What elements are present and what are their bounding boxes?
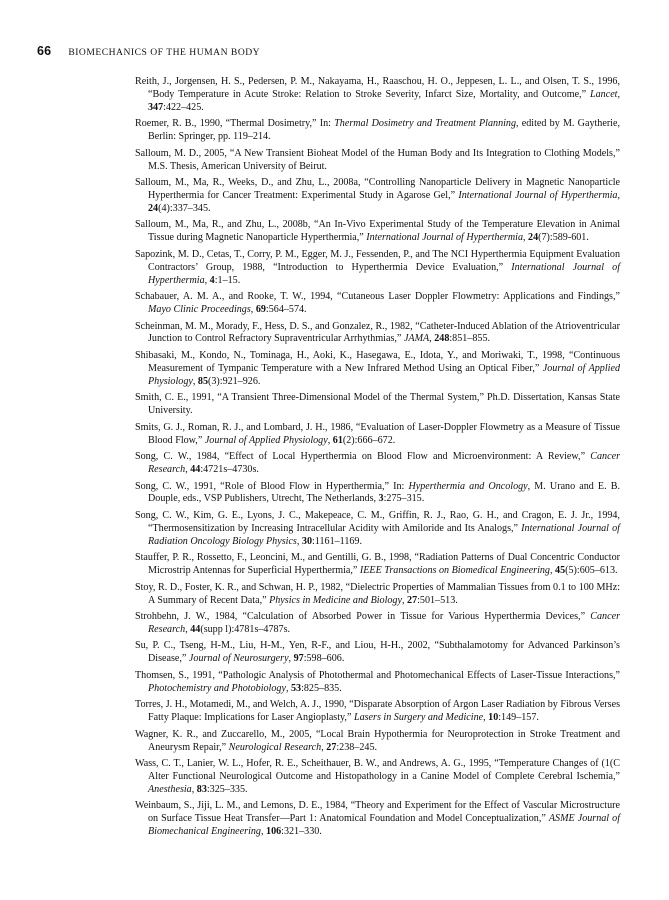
reference-entry: Scheinman, M. M., Morady, F., Hess, D. S., and Gonzalez, R., 1982, “Catheter-Induced Ablation of the Atrioventricular Junction to Control Refractory Supraventricular Arrhythmias,” JAMA, 248:851–855. <box>135 320 620 345</box>
reference-entry: Torres, J. H., Motamedi, M., and Welch, A. J., 1990, “Disparate Absorption of Argon Laser Radiation by Fibrous Verses Fatty Plaque: Implications for Laser Angioplasty,” Lasers in Surgery and Medicine, 10:149–157. <box>135 699 620 724</box>
page-header <box>37 44 629 58</box>
reference-entry: Wass, C. T., Lanier, W. L., Hofer, R. E., Scheithauer, B. W., and Andrews, A. G., 1995, “Temperature Changes of (1(C Alter Functional Neurological Outcome and Histopathology in a Canine Model of Complete Cerebral Ischemia,” Anesthesia, 83:325–335. <box>135 758 620 795</box>
reference-entry: Stoy, R. D., Foster, K. R., and Schwan, H. P., 1982, “Dielectric Properties of Mammalian Tissues from 0.1 to 100 MHz: A Summary of Recent Data,” Physics in Medicine and Biology, 27:501–513. <box>135 581 620 606</box>
reference-entry: Salloum, M., Ma, R., Weeks, D., and Zhu, L., 2008a, “Controlling Nanoparticle Delivery in Magnetic Nanoparticle Hyperthermia for Cancer Treatment: Experimental Study in Agarose Gel,” International Journal of Hyperthermia, 24(4):337–345. <box>135 177 620 214</box>
reference-entry: Thomsen, S., 1991, “Pathologic Analysis of Photothermal and Photomechanical Effects of Laser-Tissue Interactions,” Photochemistry and Photobiology, 53:825–835. <box>135 669 620 694</box>
reference-entry: Song, C. W., 1991, “Role of Blood Flow in Hyperthermia,” In: Hyperthermia and Oncology, M. Urano and E. B. Douple, eds., VSP Publishers, Utrecht, The Netherlands, 3:275–315. <box>135 480 620 505</box>
reference-entry: Reith, J., Jorgensen, H. S., Pedersen, P. M., Nakayama, H., Raaschou, H. O., Jeppesen, L. L., and Olsen, T. S., 1996, “Body Temperature in Acute Stroke: Relation to Stroke Severity, Infarct Size, Mortality, and Outcome,” Lancet, 347:422–425. <box>135 76 620 113</box>
reference-entry: Song, C. W., Kim, G. E., Lyons, J. C., Makepeace, C. M., Griffin, R. J., Rao, G. H., and Cragon, E. J. Jr., 1994, “Thermosensitization by Increasing Intracellular Acidity with Amiloride and Its Analogs,” International Journal of Radiation Oncology Biology Physics, 30:1161–1169. <box>135 509 620 547</box>
reference-entry: Schabauer, A. M. A., and Rooke, T. W., 1994, “Cutaneous Laser Doppler Flowmetry: Applications and Findings,” Mayo Clinic Proceedings, 69:564–574. <box>135 291 620 316</box>
reference-entry: Salloum, M. D., 2005, “A New Transient Bioheat Model of the Human Body and Its Integration to Clothing Models,” M.S. Thesis, American University of Beirut. <box>135 147 620 172</box>
reference-entry: Smits, G. J., Roman, R. J., and Lombard, J. H., 1986, “Evaluation of Laser-Doppler Flowmetry as a Measure of Tissue Blood Flow,” Journal of Applied Physiology, 61(2):666–672. <box>135 421 620 446</box>
reference-entry: Sapozink, M. D., Cetas, T., Corry, P. M., Egger, M. J., Fessenden, P., and The NCI Hyperthermia Equipment Evaluation Contractors’ Group, 1988, “Introduction to Hyperthermia Device Evaluation,” International Journal of Hyperthermia, 4:1–15. <box>135 248 620 286</box>
reference-entry: Salloum, M., Ma, R., and Zhu, L., 2008b, “An In-Vivo Experimental Study of the Temperature Elevation in Animal Tissue during Magnetic Nanoparticle Hyperthermia,” International Journal of Hyperthermia, 24(7):589-601. <box>135 219 620 244</box>
reference-entry: Song, C. W., 1984, “Effect of Local Hyperthermia on Blood Flow and Microenvironment: A Review,” Cancer Research, 44:4721s–4730s. <box>135 451 620 475</box>
running-title: BIOMECHANICS OF THE HUMAN BODY <box>68 47 261 58</box>
reference-entry: Smith, C. E., 1991, “A Transient Three-Dimensional Model of the Thermal System,” Ph.D. Dissertation, Kansas State University. <box>135 392 620 417</box>
reference-entry: Wagner, K. R., and Zuccarello, M., 2005, “Local Brain Hypothermia for Neuroprotection in Stroke Treatment and Aneurysm Repair,” Neurological Research, 27:238–245. <box>135 728 620 753</box>
reference-entry: Shibasaki, M., Kondo, N., Tominaga, H., Aoki, K., Hasegawa, E., Idota, Y., and Moriwaki, T., 1998, “Continuous Measurement of Tympanic Temperature with a New Infrared Method Using an Optical Fiber,” Journal of Applied Physiology, 85(3):921–926. <box>135 349 620 387</box>
page-number: 66 <box>37 44 52 58</box>
reference-entry: Su, P. C., Tseng, H-M., Liu, H-M., Yen, R-F., and Liou, H-H., 2002, “Subthalamotomy for Advanced Parkinson’s Disease,” Journal of Neurosurgery, 97:598–606. <box>135 640 620 665</box>
reference-entry: Stauffer, P. R., Rossetto, F., Leoncini, M., and Gentilli, G. B., 1998, “Radiation Patterns of Dual Concentric Conductor Microstrip Antennas for Superficial Hyperthermia,” IEEE Transactions on Biomedical Engineering, 45(5):605–613. <box>135 552 620 577</box>
reference-entry: Strohbehn, J. W., 1984, “Calculation of Absorbed Power in Tissue for Various Hyperthermia Devices,” Cancer Research, 44(supp l):4781s–4787s. <box>135 611 620 635</box>
reference-entry: Weinbaum, S., Jiji, L. M., and Lemons, D. E., 1984, “Theory and Experiment for the Effect of Vascular Microstructure on Surface Tissue Heat Transfer—Part 1: Anatomical Foundation and Model Conceptualization,” ASME Journal of Biomechanical Engineering, 106:321–330. <box>135 800 620 838</box>
reference-list <box>135 76 620 843</box>
reference-entry: Roemer, R. B., 1990, “Thermal Dosimetry,” In: Thermal Dosimetry and Treatment Planning, edited by M. Gaytherie, Berlin: Springer, pp. 119–214. <box>135 118 620 143</box>
